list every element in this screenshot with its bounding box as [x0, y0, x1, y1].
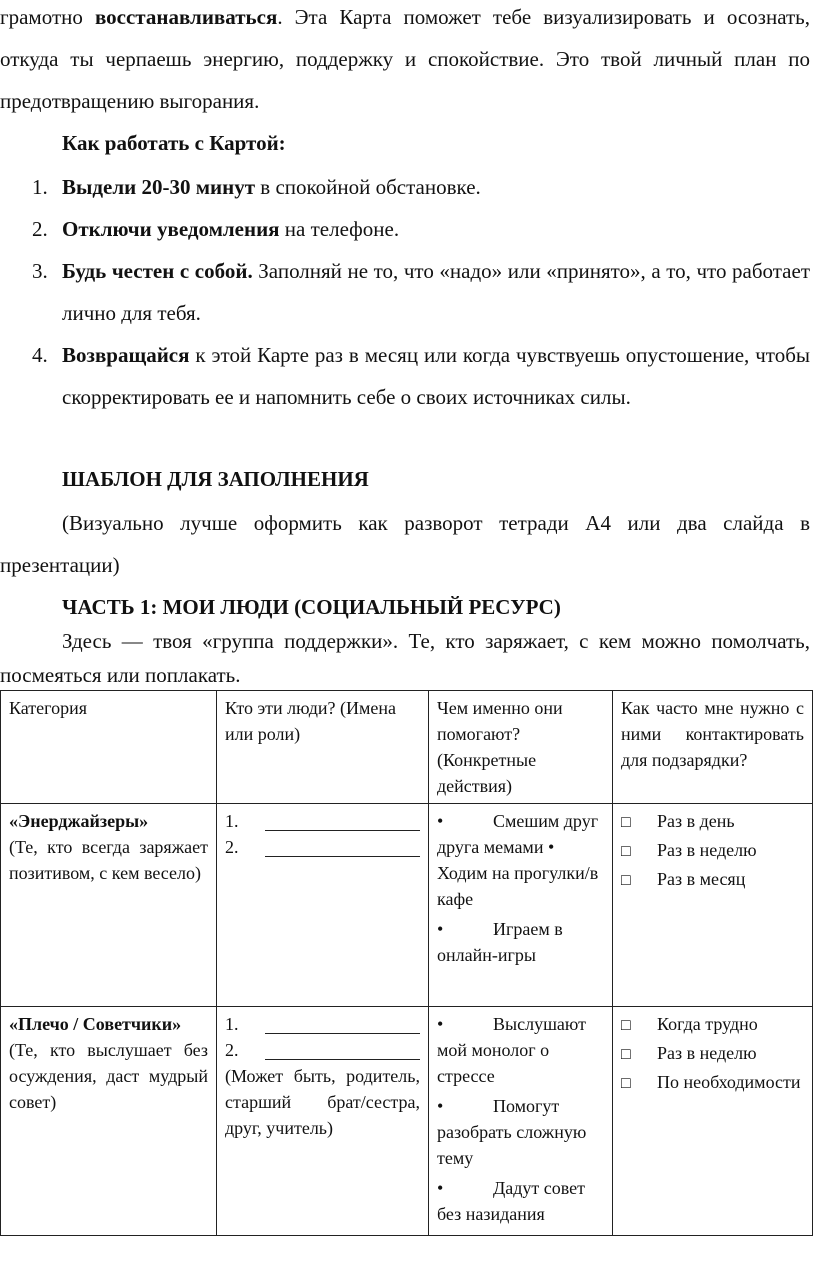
- bullet-icon: •: [437, 1014, 444, 1034]
- step-bold: Будь честен с собой.: [62, 259, 253, 283]
- bullet-icon: •: [437, 1178, 444, 1198]
- action-item: [437, 1175, 604, 1227]
- person-entry: [225, 834, 420, 860]
- step-item: [0, 208, 810, 250]
- person-entry: [225, 1037, 420, 1063]
- table-row: [1, 804, 813, 1007]
- checkbox-icon[interactable]: □: [621, 1046, 631, 1063]
- step-number: 2.: [32, 217, 48, 241]
- how-to-title: Как работать с Картой:: [62, 131, 286, 155]
- intro-rest: . Эта Карта поможет тебе визуализировать и осознать, откуда ты черпаешь энергию, поддержку и спокойствие. Это твой личный план по предотвращению выгорания.: [0, 5, 810, 113]
- frequency-label: Раз в день: [657, 811, 735, 831]
- category-cell: [1, 804, 217, 1007]
- bullet-icon: •: [437, 811, 444, 831]
- fill-in-line: [265, 856, 420, 857]
- template-note: (Визуально лучше оформить как разворот тетради А4 или два слайда в презентации): [0, 511, 810, 577]
- fill-in-line: [265, 1033, 420, 1034]
- checkbox-icon[interactable]: □: [621, 1017, 631, 1034]
- people-list: [225, 808, 420, 860]
- category-cell: [1, 1007, 217, 1236]
- frequency-option[interactable]: [621, 1040, 804, 1068]
- table-header-row: [1, 691, 813, 804]
- fill-in-line: [265, 1059, 420, 1060]
- actions-cell: [429, 804, 613, 1007]
- frequency-label: Раз в неделю: [657, 840, 757, 860]
- header-actions: Чем именно они помогают? (Конкретные действия): [429, 691, 613, 804]
- action-text: Смешим друг друга мемами • Ходим на прогулки/в кафе: [437, 811, 599, 909]
- people-note: (Может быть, родитель, старший брат/сестра, друг, учитель): [225, 1066, 420, 1138]
- action-item: [437, 916, 604, 968]
- frequency-label: Когда трудно: [657, 1014, 758, 1034]
- actions-cell: [429, 1007, 613, 1236]
- action-text: Играем в онлайн-игры: [437, 919, 563, 965]
- person-entry: [225, 1011, 420, 1037]
- header-category: Категория: [1, 691, 217, 804]
- social-resource-table: [0, 690, 813, 1236]
- action-item: [437, 1093, 604, 1171]
- person-number: 2.: [225, 837, 239, 857]
- action-item: [437, 1011, 604, 1089]
- step-text: к этой Карте раз в месяц или когда чувствуешь опустошение, чтобы скорректировать ее и напомнить себе о своих источниках силы.: [62, 343, 810, 409]
- frequency-options: [621, 808, 804, 894]
- category-name: «Плечо / Советчики»: [9, 1014, 182, 1034]
- step-number: 3.: [32, 259, 48, 283]
- part1-description: Здесь — твоя «группа поддержки». Те, кто заряжает, с кем можно помолчать, посмеяться или поплакать.: [0, 629, 810, 687]
- step-bold: Выдели 20-30 минут: [62, 175, 256, 199]
- step-item: [0, 334, 810, 418]
- frequency-option[interactable]: [621, 1011, 804, 1039]
- checkbox-icon[interactable]: □: [621, 814, 631, 831]
- frequency-option[interactable]: [621, 808, 804, 836]
- intro-lead: грамотно: [0, 5, 95, 29]
- part1-title: ЧАСТЬ 1: МОИ ЛЮДИ (СОЦИАЛЬНЫЙ РЕСУРС): [62, 595, 561, 619]
- people-cell: [217, 804, 429, 1007]
- person-number: 1.: [225, 1014, 239, 1034]
- bullet-icon: •: [437, 1096, 444, 1116]
- frequency-label: По необходимости: [657, 1072, 801, 1092]
- frequency-options: [621, 1011, 804, 1097]
- header-people: Кто эти люди? (Имена или роли): [217, 691, 429, 804]
- table-row: [1, 1007, 813, 1236]
- fill-in-line: [265, 830, 420, 831]
- step-item: [0, 166, 810, 208]
- intro-lead-bold: восстанавливаться: [94, 5, 278, 29]
- action-item: [437, 808, 604, 912]
- people-list: [225, 1011, 420, 1063]
- person-entry: [225, 808, 420, 834]
- frequency-cell: [613, 1007, 813, 1236]
- frequency-option[interactable]: [621, 1069, 804, 1097]
- frequency-cell: [613, 804, 813, 1007]
- actions-list: [437, 808, 604, 968]
- frequency-option[interactable]: [621, 837, 804, 865]
- step-item: [0, 250, 810, 334]
- step-number: 4.: [32, 343, 48, 367]
- action-text: Выслушают мой монолог о стрессе: [437, 1014, 586, 1086]
- people-cell: [217, 1007, 429, 1236]
- checkbox-icon[interactable]: □: [621, 1075, 631, 1092]
- step-text: на телефоне.: [279, 217, 400, 241]
- step-text: Заполняй не то, что «надо» или «принято», а то, что работает лично для тебя.: [62, 259, 811, 325]
- frequency-label: Раз в неделю: [657, 1043, 757, 1063]
- frequency-label: Раз в месяц: [657, 869, 746, 889]
- checkbox-icon[interactable]: □: [621, 843, 631, 860]
- frequency-option[interactable]: [621, 866, 804, 894]
- bullet-icon: •: [437, 919, 444, 939]
- category-description: (Те, кто выслушает без осуждения, даст мудрый совет): [9, 1040, 208, 1112]
- action-text: Дадут совет без назидания: [437, 1178, 586, 1224]
- checkbox-icon[interactable]: □: [621, 872, 631, 889]
- step-bold: Возвращайся: [62, 343, 190, 367]
- intro-paragraph: [0, 0, 810, 122]
- category-name: «Энерджайзеры»: [9, 811, 149, 831]
- person-number: 1.: [225, 811, 239, 831]
- action-text: Помогут разобрать сложную тему: [437, 1096, 587, 1168]
- category-description: (Те, кто всегда заряжает позитивом, с кем весело): [9, 837, 208, 883]
- person-number: 2.: [225, 1040, 239, 1060]
- step-number: 1.: [32, 175, 48, 199]
- how-to-steps: [0, 166, 810, 418]
- template-title: ШАБЛОН ДЛЯ ЗАПОЛНЕНИЯ: [62, 467, 369, 491]
- step-text: в спокойной обстановке.: [255, 175, 481, 199]
- header-frequency: Как часто мне нужно с ними контактировать для подзарядки?: [613, 691, 813, 804]
- actions-list: [437, 1011, 604, 1227]
- step-bold: Отключи уведомления: [62, 217, 280, 241]
